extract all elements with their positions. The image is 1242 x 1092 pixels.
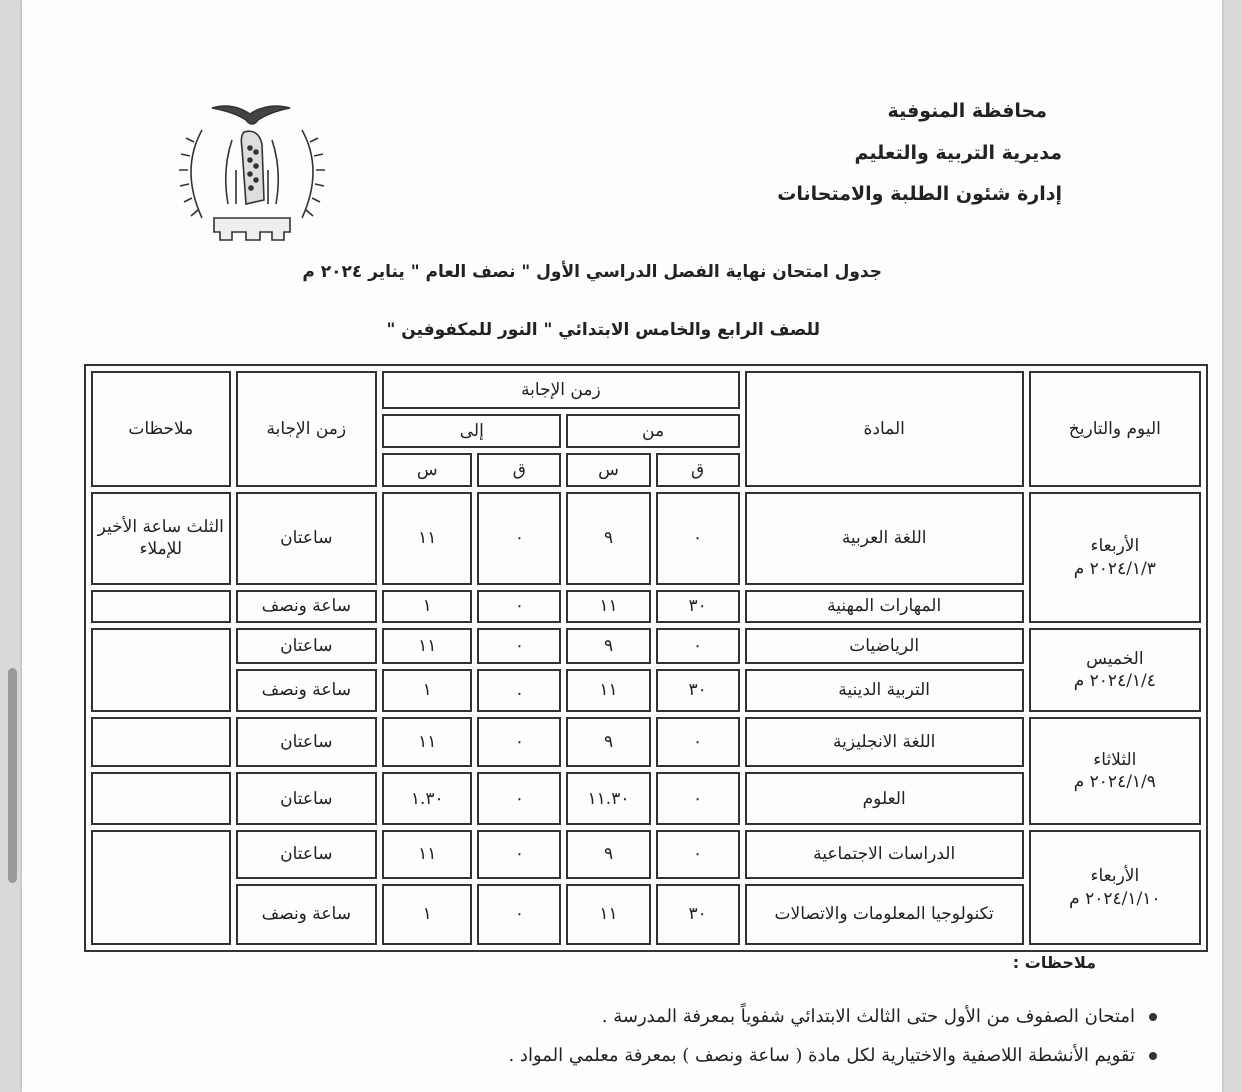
exam-schedule-table [84, 364, 1208, 952]
day-date: ٢٠٢٤/١/١٠ م [1069, 888, 1161, 909]
header-duration: زمن الإجابة [236, 371, 378, 487]
day-date: ٢٠٢٤/١/٩ م [1073, 771, 1156, 792]
notes-cell: الثلث ساعة الأخير للإملاء [91, 492, 231, 585]
to-hours-cell: ١ [382, 884, 472, 945]
day-date: ٢٠٢٤/١/٣ م [1073, 558, 1156, 579]
note-text: تقويم الأنشطة اللاصفية والاختيارية لكل مادة ( ساعة ونصف ) بمعرفة معلمي المواد . [508, 1045, 1135, 1066]
note-item [508, 1045, 1157, 1066]
to-minutes-cell: ٠ [477, 628, 561, 664]
day-cell [1029, 717, 1201, 826]
to-hours-cell: ١١ [382, 717, 472, 768]
schedule-subtitle: للصف الرابع والخامس الابتدائي " النور للمكفوفين " [386, 320, 820, 340]
to-hours-cell: ١.٣٠ [382, 772, 472, 825]
from-minutes-cell: ٠ [656, 830, 740, 879]
subject-cell: الرياضيات [745, 628, 1024, 664]
directorate-line: مديرية التربية والتعليم [854, 142, 1062, 164]
from-minutes-cell: ٠ [656, 772, 740, 825]
from-minutes-cell: ٠ [656, 628, 740, 664]
bullet-icon [1149, 1052, 1157, 1060]
header-from: من [566, 414, 739, 448]
day-name: الثلاثاء [1093, 749, 1137, 770]
header-answer-time-group: زمن الإجابة [382, 371, 740, 409]
schedule-title: جدول امتحان نهاية الفصل الدراسي الأول " نصف العام " يناير ٢٠٢٤ م [302, 262, 882, 282]
duration-cell: ساعة ونصف [236, 669, 378, 711]
to-minutes-cell: ٠ [477, 492, 561, 585]
to-hours-cell: ١١ [382, 830, 472, 879]
day-date: ٢٠٢٤/١/٤ م [1073, 670, 1156, 691]
from-minutes-cell: ٣٠ [656, 669, 740, 711]
from-hours-cell: ١١ [566, 884, 650, 945]
duration-cell: ساعتان [236, 717, 378, 768]
subject-cell: الدراسات الاجتماعية [745, 830, 1024, 879]
header-to: إلى [382, 414, 561, 448]
subject-cell: تكنولوجيا المعلومات والاتصالات [745, 884, 1024, 945]
to-hours-cell: ١١ [382, 628, 472, 664]
department-line: إدارة شئون الطلبة والامتحانات [777, 183, 1062, 205]
duration-cell: ساعة ونصف [236, 884, 378, 945]
bullet-icon [1149, 1013, 1157, 1021]
duration-cell: ساعتان [236, 628, 378, 664]
to-minutes-cell: . [477, 669, 561, 711]
document-page [22, 0, 1222, 1092]
header-subject: المادة [745, 371, 1024, 487]
from-hours-cell: ١١ [566, 590, 650, 624]
subject-cell: اللغة العربية [745, 492, 1024, 585]
day-name: الأربعاء [1090, 866, 1140, 887]
notes-cell [91, 628, 231, 711]
header-notes: ملاحظات [91, 371, 231, 487]
notes-cell [91, 717, 231, 768]
subject-cell: التربية الدينية [745, 669, 1024, 711]
header-from-minutes: ق [656, 453, 740, 487]
note-text: امتحان الصفوف من الأول حتى الثالث الابتدائي شفوياً بمعرفة المدرسة . [601, 1006, 1135, 1027]
day-name: الأربعاء [1090, 536, 1140, 557]
governorate-line: محافظة المنوفية [887, 100, 1047, 122]
from-minutes-cell: ٠ [656, 492, 740, 585]
notes-cell [91, 590, 231, 624]
day-cell [1029, 492, 1201, 624]
from-hours-cell: ٩ [566, 717, 650, 768]
header-to-minutes: ق [477, 453, 561, 487]
from-minutes-cell: ٠ [656, 717, 740, 768]
from-hours-cell: ١١ [566, 669, 650, 711]
header-day-date: اليوم والتاريخ [1029, 371, 1201, 487]
duration-cell: ساعتان [236, 492, 378, 585]
notes-cell [91, 772, 231, 825]
day-name: الخميس [1086, 648, 1144, 669]
day-cell [1029, 830, 1201, 945]
from-hours-cell: ٩ [566, 492, 650, 585]
to-minutes-cell: ٠ [477, 830, 561, 879]
from-hours-cell: ٩ [566, 628, 650, 664]
to-minutes-cell: ٠ [477, 590, 561, 624]
to-hours-cell: ١١ [382, 492, 472, 585]
from-hours-cell: ١١.٣٠ [566, 772, 650, 825]
notes-label: ملاحظات : [1012, 953, 1096, 972]
to-hours-cell: ١ [382, 590, 472, 624]
duration-cell: ساعتان [236, 772, 378, 825]
note-item [602, 1006, 1157, 1027]
to-minutes-cell: ٠ [477, 717, 561, 768]
header-from-hours: س [566, 453, 650, 487]
notes-cell [91, 830, 231, 945]
subject-cell: اللغة الانجليزية [745, 717, 1024, 768]
header-to-hours: س [382, 453, 472, 487]
scrollbar-thumb[interactable] [8, 668, 17, 883]
emblem-logo-icon [172, 100, 332, 250]
to-minutes-cell: ٠ [477, 772, 561, 825]
day-cell [1029, 628, 1201, 711]
to-minutes-cell: ٠ [477, 884, 561, 945]
duration-cell: ساعة ونصف [236, 590, 378, 624]
from-minutes-cell: ٣٠ [656, 884, 740, 945]
duration-cell: ساعتان [236, 830, 378, 879]
subject-cell: المهارات المهنية [745, 590, 1024, 624]
subject-cell: العلوم [745, 772, 1024, 825]
from-minutes-cell: ٣٠ [656, 590, 740, 624]
to-hours-cell: ١ [382, 669, 472, 711]
from-hours-cell: ٩ [566, 830, 650, 879]
